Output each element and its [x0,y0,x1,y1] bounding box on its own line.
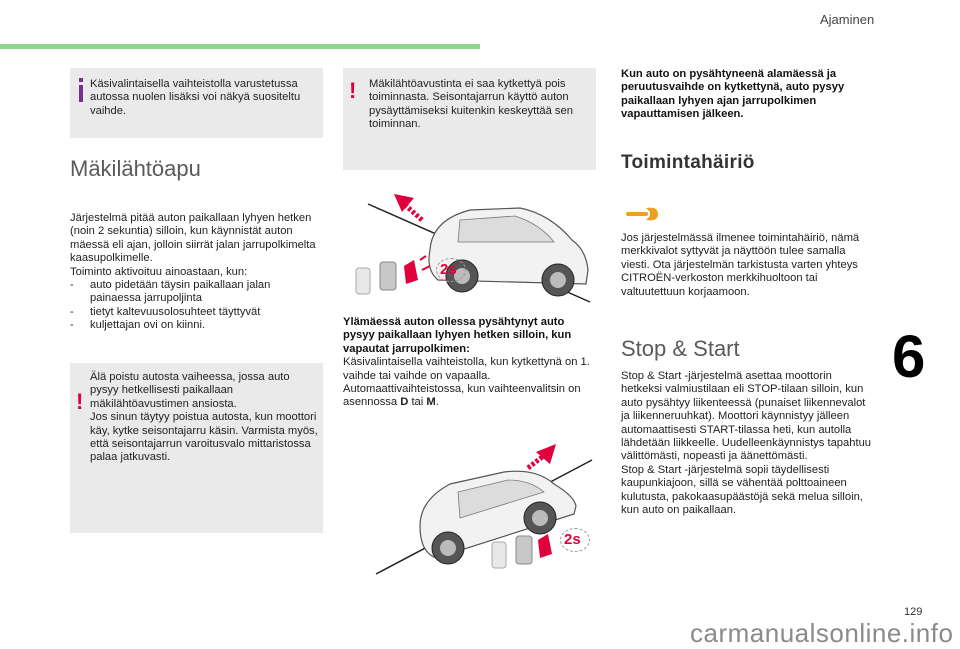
list-dash: - [70,305,74,318]
uphill-description [343,316,597,410]
section-title: Ajaminen [820,12,875,27]
hill-start-title: Mäkilähtöapu [70,156,201,181]
condition-text: kuljettajan ovi on kiinni. [90,319,206,332]
chapter-number: 6 [892,323,926,390]
uphill-text-body: Käsivalintaisella vaihteistolla, kun kytkettynä on 1. vaihde tai vaihde on vapaalla. Automaattivaihteistossa, kun vaihteenvalitsin on asennossa [343,356,590,409]
uphill-text [343,356,597,410]
warning-box [343,68,596,170]
watermark: carmanualsonline.info [690,618,954,648]
info-box [70,68,323,138]
warning-icon: ! [349,78,357,103]
list-dash: - [70,319,74,332]
list-dash: - [70,279,74,292]
stop-start-paragraph: Stop & Start -järjestelmä asettaa moottorin hetkeksi valmiustilaan eli STOP-tilaan silloin, kun auto pysähtyy liikenteessä (punaiset liikennevalot ja liikenneruuhkat). Moottori käynnistyy jälleen automaattisesti START-tilassa heti, kun autolla lähdetään liikkeelle. Uudelleenkäynnistys tapahtuu välittömästi, nopeasti ja äänettömästi. [621,370,872,463]
warning-box [70,363,323,533]
list-item [70,306,322,319]
stop-start-paragraph: Stop & Start -järjestelmä sopii täydellisesti kaupunkiajoon, sillä se vähentää polttoaineen kulutusta, pakokaasupäästöjä sekä melua silloin, kun auto on paikallaan. [621,463,863,517]
info-box-text: Käsivalintaisella vaihteistolla varustetussa autossa nuolen lisäksi voi näkyä suositeltu vaihde. [90,78,301,117]
warning-icon: ! [76,389,84,414]
stop-start-title: Stop & Start [621,336,740,361]
downhill-car-illustration [340,440,600,580]
hill-start-paragraph: Järjestelmä pitää auton paikallaan lyhyen hetken (noin 2 sekuntia) silloin, kun käynnistät auton mäessä eli ajan, jolloin siirrät jalan jarrupolkimelta kaasupolkimelle. [70,212,316,265]
hill-start-body [70,212,322,333]
gear-m: M [426,396,436,409]
info-icon [78,78,84,102]
condition-text: auto pidetään täysin paikallaan jalan painaessa jarrupoljinta [90,279,271,305]
uphill-heading: Ylämäessä auton ollessa pysähtynyt auto pysyy paikallaan lyhyen hetken silloin, kun vapautat jarrupolkimen: [343,316,572,355]
page-number: 129 [904,606,923,618]
downhill-description: Kun auto on pysähtyneenä alamäessä ja peruutusvaihde on kytkettynä, auto pysyy paikallaan lyhyen ajan jarrupolkimen vapauttamisen jälkeen. [621,68,845,121]
warning-box-text: Älä poistu autosta vaiheessa, jossa auto pysyy hetkellisesti paikallaan mäkilähtöavustimen ansiosta. Jos sinun täytyy poistua autosta, kun moottori käy, kytke seisontajarru käsin. Varmista myös, että seisontajarrun varoitusvalo mittaristossa palaa jatkuvasti. [90,371,318,464]
list-item [70,319,322,332]
condition-text: tietyt kaltevuusolosuhteet täyttyvät [90,305,261,318]
gear-d: D [400,396,409,409]
malfunction-title: Toimintahäiriö [621,152,755,173]
warning-box-text: Mäkilähtöavustinta ei saa kytkettyä pois toiminnasta. Seisontajarrun käyttö auton pysäyttämiseksi kuitenkin keskeyttää sen toiminnan. [369,78,573,131]
uphill-car-illustration [340,180,600,310]
timer-badge: 2s [564,531,581,548]
malfunction-text: Jos järjestelmässä ilmenee toimintahäiriö, nämä merkkivalot syttyvät ja näyttöön tulee samalla viesti. Ota järjestelmän tarkistusta varten yhteys CITROËN-verkoston merkkihuoltoon tai valtuutettuun korjaamoon. [621,232,860,298]
hill-start-conditions-intro: Toiminto aktivoituu ainoastaan, kun: [70,265,248,278]
list-item [70,279,322,306]
word-tai: tai [411,396,424,409]
wrench-icon [624,206,660,222]
header-accent-bar [0,44,480,49]
timer-badge: 2s [440,261,457,278]
stop-start-body [621,370,873,517]
end-dot: . [435,396,439,409]
